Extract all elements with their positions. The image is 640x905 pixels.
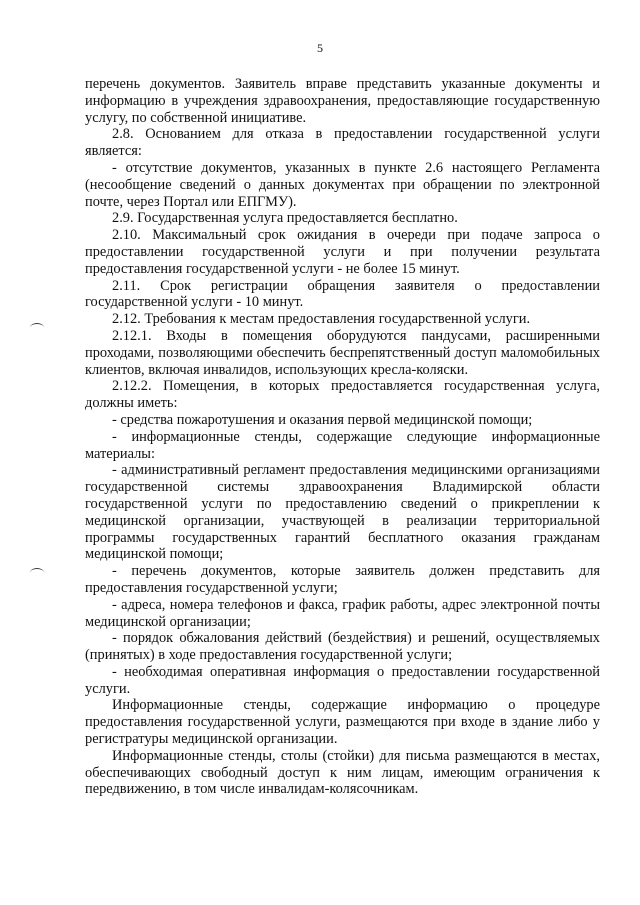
paragraph: 2.12.1. Входы в помещения оборудуются пандусами, расширенными проходами, позволяющими обеспечить беспрепятственный доступ маломобильных клиентов, включая инвалидов, использующих кресла-коляски.	[85, 327, 600, 378]
page-number: 5	[317, 41, 323, 55]
paragraph: 2.9. Государственная услуга предоставляется бесплатно.	[112, 210, 458, 227]
paragraph: 2.11. Срок регистрации обращения заявителя о предоставлении государственной услуги - 10 минут.	[85, 277, 600, 311]
list-item: - порядок обжалования действий (бездействия) и решений, осуществляемых (принятых) в ходе предоставления государственной услуги;	[85, 630, 600, 664]
paragraph: перечень документов. Заявитель вправе представить указанные документы и информацию в учреждения здравоохранения, предоставляющие государственную услугу, по собственной инициативе.	[85, 76, 600, 126]
paragraph: - отсутствие документов, указанных в пункте 2.6 настоящего Регламента (несообщение сведений о данных документах при обращении по электронной почте, через Портал или ЕПГМУ).	[85, 159, 600, 210]
list-item: - информационные стенды, содержащие следующие информационные материалы:	[85, 428, 600, 462]
paragraph: 2.12.2. Помещения, в которых предоставляется государственная услуга, должны иметь:	[85, 378, 600, 412]
list-item: - средства пожаротушения и оказания первой медицинской помощи;	[112, 411, 533, 428]
paragraph: 2.8. Основанием для отказа в предоставлении государственной услуги является:	[85, 126, 600, 160]
paragraph: Информационные стенды, столы (стойки) для письма размещаются в местах, обеспечивающих свободный доступ к ним лицам, имеющим ограничения к передвижению, в том числе инвалидам-колясочникам.	[85, 747, 600, 798]
paragraph: 2.10. Максимальный срок ожидания в очереди при подаче запроса о предоставлении государственной услуги и при получении результата предоставления государственной услуги - не более 15 минут.	[85, 227, 600, 277]
document-body	[85, 76, 600, 798]
list-item: - перечень документов, которые заявитель должен представить для предоставления государственной услуги;	[85, 563, 600, 596]
paragraph: 2.12. Требования к местам предоставления государственной услуги.	[112, 311, 531, 328]
list-item: - адреса, номера телефонов и факса, график работы, адрес электронной почты медицинской организации;	[85, 596, 600, 630]
list-item: - необходимая оперативная информация о предоставлении государственной услуги.	[85, 663, 600, 697]
list-item: - административный регламент предоставления медицинскими организациями государственной системы здравоохранения Владимирской области государственной услуги по предоставлению сведений о прикреплении к медицинской организации, участвующей в реализации территориальной программы государственных гарантий бесплатного оказания гражданам медицинской помощи;	[85, 462, 600, 563]
margin-mark	[30, 323, 44, 332]
paragraph: Информационные стенды, содержащие информацию о процедуре предоставления государственной услуги, размещаются при входе в здание либо у регистратуры медицинской организации.	[85, 697, 600, 748]
margin-mark	[30, 568, 44, 577]
